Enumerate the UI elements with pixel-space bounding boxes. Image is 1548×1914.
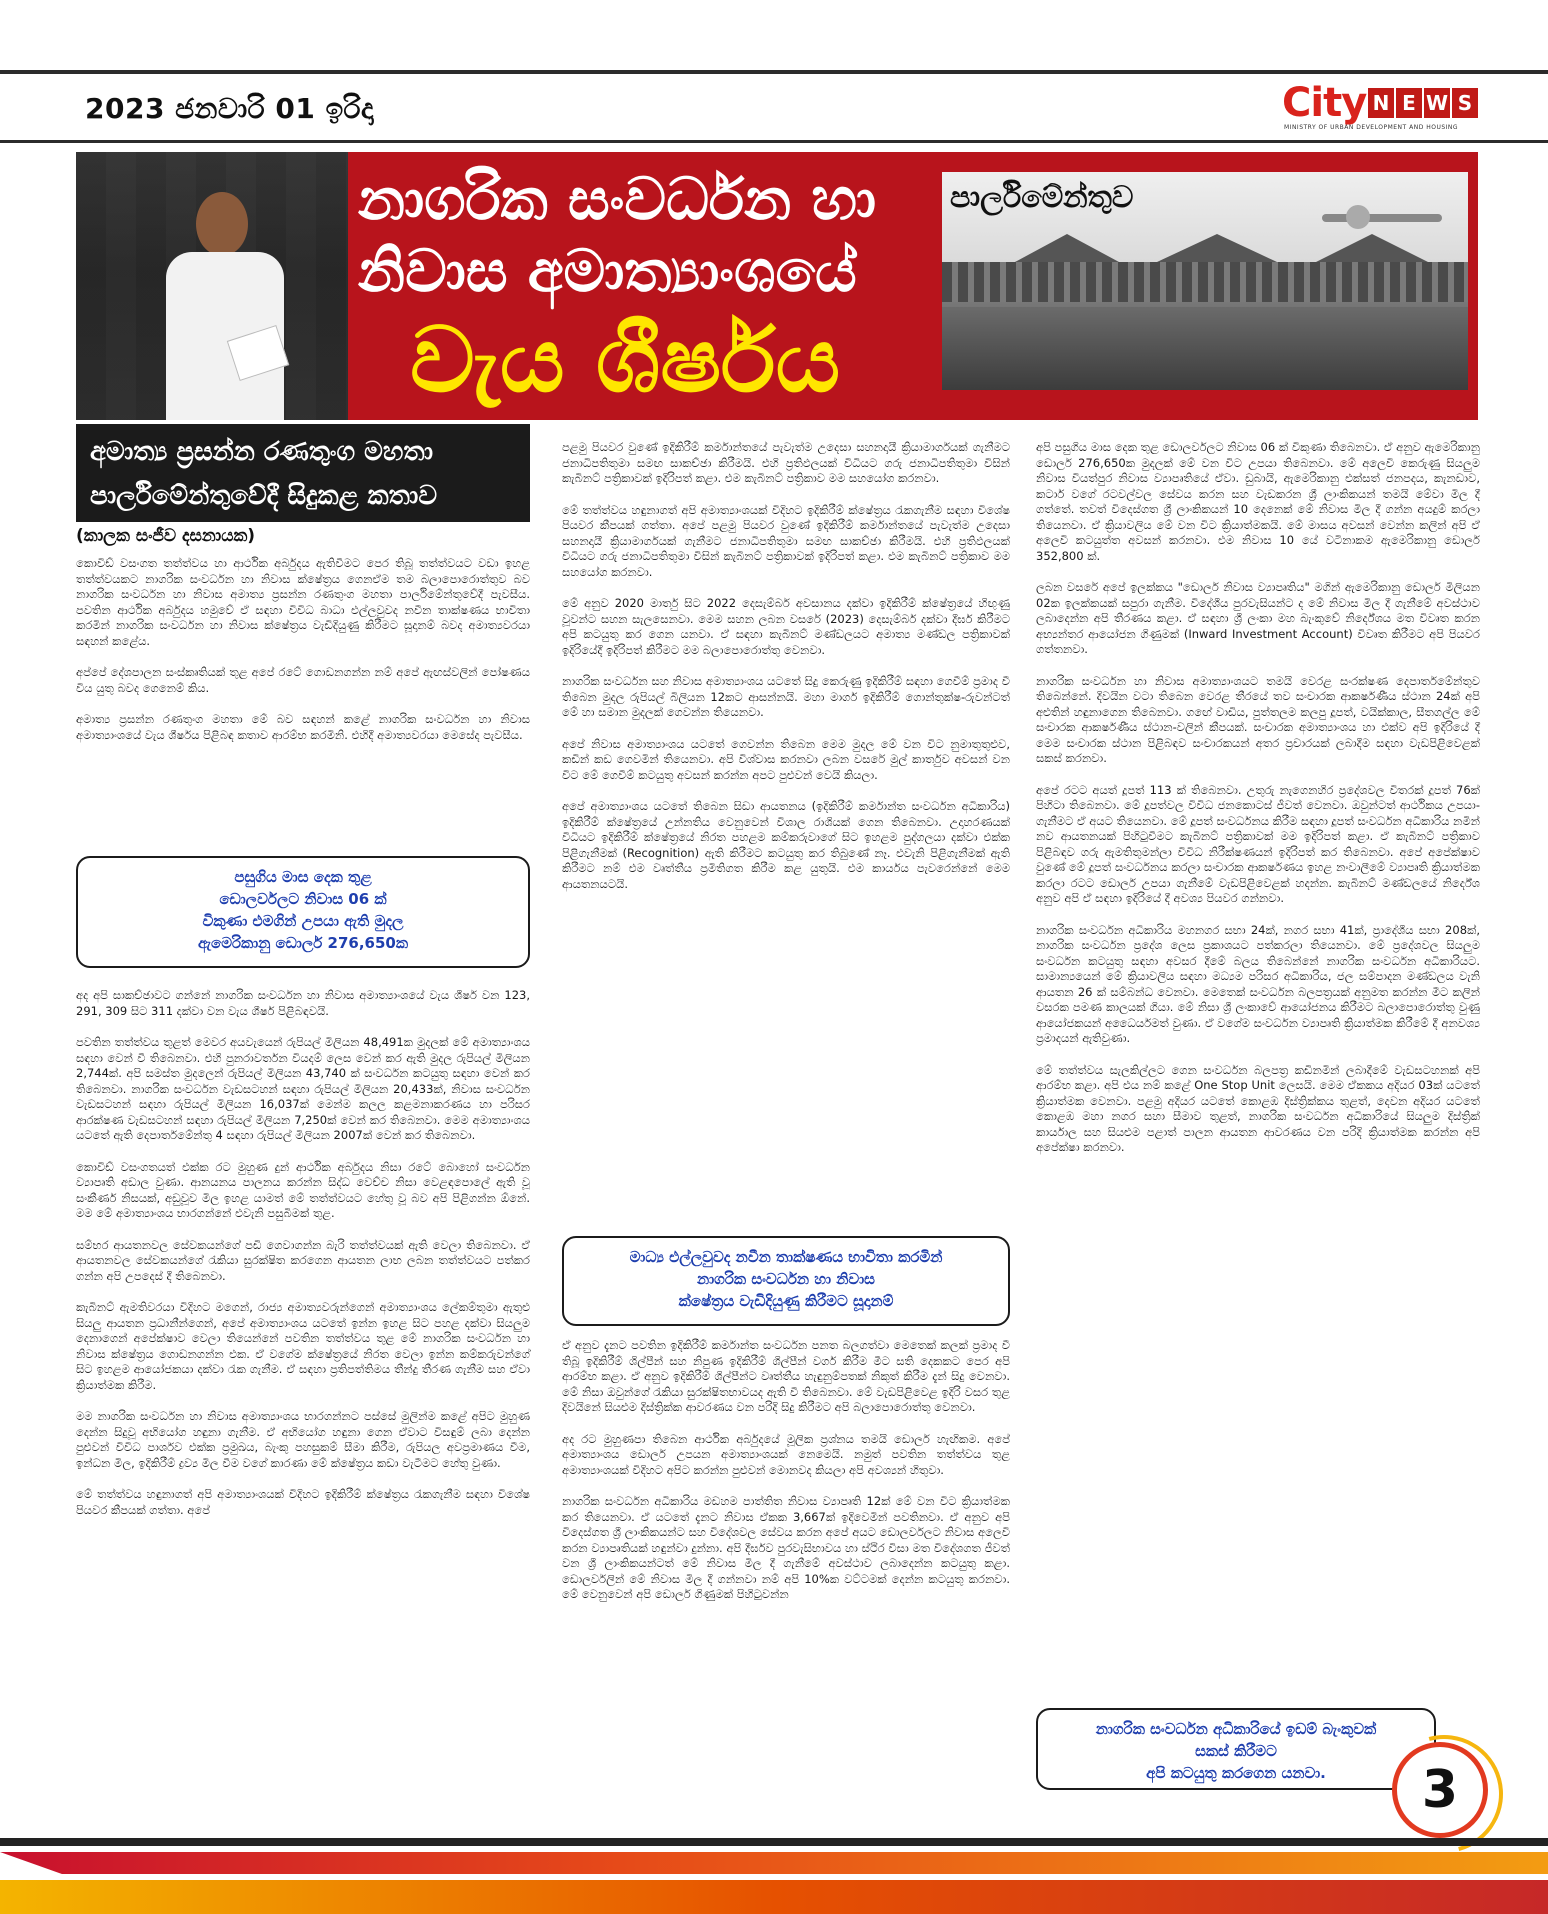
pull-quote-line: අපි කටයුතු කරගෙන යනවා. bbox=[1146, 1764, 1326, 1782]
paragraph: මේ තත්ත්වය සැලකිල්ලට ගෙන සංවර්ධන බලපත්‍ර කඩිනමින් ලබාදීමේ වැඩසටහනක් අපි ආරම්භ කළා. අපි එය නම් කළේ One Stop Unit ලෙසයි. මෙම ඒකකය අදියර 03ක් යටතේ ක්‍රියාත්මක වෙනවා. පළමු අදියර යටතේ කොළඹ දිස්ත්‍රික්කය තුළත්, දෙවන අදියර යටතේ කොළඹ මහා නගර සහා සීමාව තුළත්, නාගරික සංවර්ධන අධිකාරියේ සියලුම දිස්ත්‍රික් කාර්යාල සහ සියළුම පළාත් පාලන ආයතන ආවරණය වන පරිදි ක්‍රියාත්මක කරන්න අපි අපේක්ෂා කරනවා. bbox=[1036, 1062, 1480, 1154]
minister-figure bbox=[166, 192, 286, 420]
paragraph: ලබන වසරේ අපේ ඉලක්කය "ඩොලර් නිවාස ව්‍යාපෘතිය" මගින් ඇමෙරිකානු ඩොලර් මිලියන 02ක ඉලක්කයක් සපුරා ගැනීම. විදේශීය පුරවැසියන්ට ද මේ නිවාස මිල දී ගැනීමේ අවස්ථාව ලබාදෙන්න අපි තීරණය කළා. ඒ සඳහා ශ්‍රී ලංකා මහ බැංකුවේ නිර්දේශය මත විවෘත කරන අභ්‍යන්තර ආයෝජන ගිණුමක් (Inward Investment Account) විවෘත කිරීමට අපි පියවර ගත්තනවා. bbox=[1036, 580, 1480, 656]
paragraph: අපේ නිවාස අමාත්‍යාංශය යටතේ ගෙවන්න තිබෙන මෙම මුදල මේ වන විට නුමාතුතුළුව, කඩින් කඩ ගෙවමින් තියෙනවා. අපි විශ්වාස කරනවා ලබන වසරේ මුල් කාර්තුව අවසන් වන විට මේ ගෙවීම් කටයුතු අවසන් කරන්න අපට පුළුවන් වෙයි කියලා. bbox=[562, 736, 1010, 782]
pull-quote-line: නාගරික සංවර්ධන හා නිවාස bbox=[697, 1270, 875, 1288]
headline-line-1: නාගරික සංවර්ධන හා bbox=[358, 165, 877, 233]
article-column-3 bbox=[1036, 440, 1480, 1172]
article-column-1 bbox=[76, 556, 530, 759]
pull-quote-line: පසුගිය මාස දෙක තුළ bbox=[234, 868, 372, 886]
paragraph: පවතින තත්ත්වය තුළත් මෙවර අයවැයෙන් රුපියල් මිලියන 48,491ක මුදලක් මේ අමාත්‍යාංශය සඳහා වෙන් වී තිබෙනවා. එහි පුනරාවර්තන වියදම් ලෙස වෙන් කර ඇති මුදල රුපියල් මිලියන 2,744ක්. අපි සමස්ත මුදලෙන් රුපියල් මිලියන 43,740 ක් සංවර්ධන කටයුතු සඳහා වෙන් කර තිබෙනවා. නාගරික සංවර්ධන වැඩසටහන් සඳහා රුපියල් මිලියන 20,433ක්, නිවාස සංවර්ධන වැඩසටහන් සඳහා රුපියල් මිලියන 16,037ක් මෙන්ම කලල කළමනාකරණය හා පරිසර ආරක්ෂණ වැඩසටහන් සඳහා රුපියල් මිලියන 7,250ක් වෙන් කර තිබෙනවා. මෙම අමාත්‍යාංශය යටතේ ඇති දෙපාර්තමේන්තු 4 සඳහා රුපියල් මිලියන 2007ක් වෙන් කර තිබෙනවා. bbox=[76, 1035, 530, 1142]
pull-quote-line: ඇමෙරිකානු ඩොලර් 276,650ක bbox=[197, 934, 409, 952]
logo-news-blocks bbox=[1368, 88, 1478, 118]
pull-quote-line: විකුණා එමගින් උපයා ඇති මුදල bbox=[202, 912, 404, 930]
paragraph: නාගරික සංවර්ධන අධිකාරිය මහනගර සභා 24ක්, නගර සභා 41ක්, ප්‍රාදේශීය සභා 208ක්, නාගරික සංවර්ධන ප්‍රදේශ ලෙස ප්‍රකාශයට පත්කරලා තියෙනවා. මේ ප්‍රදේශවල සියලුම සංවර්ධන කටයුතු සඳහා අවසර දීමේ බලය තිබෙන්නේ නාගරික සංවර්ධන අධිකාරියට. සාමාන්‍යයෙන් මේ ක්‍රියාවලිය සඳහා මධ්‍යම පරිසර අධිකාරිය, ජල සම්පාදන මණ්ඩලය වැනි ආයතන 26 ක් සම්බන්ධ වෙනවා. මෙතෙක් සංවර්ධන බලපත්‍රයක් අනුමත කරන්න මීට කලින් වසරක පමණ කාලයක් ගියා. මේ නිසා ශ්‍රී ලංකාවේ ආයෝජනය කිරීමට බලාපොරොත්තු වුණු ආයෝජකයන් අධෛර්යමත් වුණා. ඒ වගේම සංවර්ධන ව්‍යාපෘති ක්‍රියාත්මක කිරීමේ දී අනවශ්‍ය ප්‍රමාදයන් ඇතිවුණා. bbox=[1036, 922, 1480, 1045]
article-column-1b bbox=[76, 988, 530, 1534]
paragraph: අපි පසුගිය මාස දෙක තුළ ඩොලර්වලට නිවාස 06 ක් විකුණා තිබෙනවා. ඒ අනුව ඇමෙරිකානු ඩොලර් 276,650ක මුදලක් මේ වන විට උපයා තිබෙනවා. මේ අලෙවි කෙරුණු සියලුම නිවාස වියත්පුර නිවාස ව්‍යාපෘතියේ ඒවා. ඩුබායි, ඇමෙරිකානු එක්සත් ජනපදය, කැනඩාව, කටාර් වගේ රටවල්වල සේවය කරන සහ වැඩකරන ශ්‍රී ලාංකිකයන් තමයි මේවා මිල දී ගත්තේ. තවත් විදෙස්ගත ශ්‍රී ලාංකිකයන් 10 දෙනෙක් මේ නිවාස මිල දී ගන්න අයදුම් කරලා තියෙනවා. ඒ ක්‍රියාවලිය මේ වන විට ක්‍රියාත්මකයි. මේ මාසය අවසන් වෙන්න කලින් අපි ඒ අලෙවි කටයුත්ත අවසන් කරනවා. එම නිවාස 10 යේ වටිනාකම ඇමෙරිකානු ඩොලර් 352,800 ක්. bbox=[1036, 440, 1480, 563]
paragraph: අද අපි සාකච්ඡාවට ගන්නේ නාගරික සංවර්ධන හා නිවාස අමාත්‍යාංශයේ වැය ශීර්ෂ වන 123, 291, 309 සිට 311 දක්වා වන වැය ශීර්ෂ පිළිබඳවයි. bbox=[76, 988, 530, 1018]
paragraph: මේ තත්ත්වය හඳුනාගත් අපි අමාත්‍යාංශයක් විදිහට ඉදිකිරීම් ක්ෂේත්‍රය රැකගැනීම සඳහා විශේෂ පියවර කීපයක් ගත්තා. අපේ පළමු පියවර වුණේ ඉදිකිරීම් කර්මාන්තයේ පැවැත්ම උදෙසා සහනදායී ක්‍රියාමාර්ගයක් ගැනීමට ජනාධිපතිතුමා සමඟ සාකච්ඡා කිරීමයි. එහි ප්‍රතිඵලයක් විධියට ගරු ජනාධිපතිතුමා විසින් කැබිනට් පත්‍රිකාවක් ඉදිරිපත් කළා. එම කැබිනට් පත්‍රිකාව මම සහයෝග කරනවා. bbox=[562, 502, 1010, 579]
paragraph: කොවිඩ් වසංගත තත්ත්වය හා ආර්ථික අර්බුදය ඇතිවීමට පෙර තිබූ තත්ත්වයට වඩා ඉහළ තත්ත්වයකට නාගරික සංවර්ධන හා නිවාස ක්ෂේත්‍රය ගෙනඒම තම බලාපොරොත්තුව බව නාගරික සංවර්ධන හා නිවාස අමාත්‍ය ප්‍රසන්න රණතුංග මහතා පාර්ලිමේන්තුවේදී පැවසීය. පවතින ආර්ථික අර්බුදය හමුවේ ඒ සඳහා විවිධ බාධා එල්ලවුවද නවීන තාක්ෂණය භාවිතා කරමින් නාගරික සංවර්ධන හා නිවාස ක්ෂේත්‍රය වැඩිදියුණු කිරීමට සූදානම් බවද අමාත්‍යවරයා සඳහන් කළේය. bbox=[76, 556, 530, 648]
logo-letter: W bbox=[1424, 88, 1450, 118]
mace-icon bbox=[1322, 214, 1442, 222]
paragraph: මේ තත්ත්වය හඳුනාගත් අපි අමාත්‍යාංශයක් විදිහට ඉදිකිරීම් ක්ෂේත්‍රය රැකගැනීම සඳහා විශේෂ පියවර කීපයක් ගත්තා. අපේ bbox=[76, 1487, 530, 1517]
pull-quote-line: නාගරික සංවර්ධන අධිකාරියේ ඉඩම් බැංකුවක් bbox=[1095, 1720, 1377, 1738]
city-news-logo bbox=[1282, 80, 1492, 130]
pull-quote-dollar-houses bbox=[76, 856, 530, 968]
paragraph: ඒ අනුව දැනට පවතින ඉදිකිරීම් කර්මාන්ත සංවර්ධන පනත බලගත්වා මෙතෙක් කලක් ප්‍රමාද වී තිබූ ඉදිකිරීම් ශිල්පීන් සහ නිපුණ ඉදිකිරීම් ශිල්පීන් වර්ග කිරීම මීට සති දෙකකට පෙර අපි ආරම්භ කළා. ඒ අනුව ඉදිකිරීම් ශිල්පීන්ට වෘත්තීය හැඳුනුම්පතක් නිකුත් කිරීම දැන් සිදු වෙනවා. මේ නිසා ඔවුන්ගේ රැකියා සුරක්ෂිතභාවයද ඇති වී තිබෙනවා. මේ වැඩපිළිවෙළ ඉදිරි වසර තුළ දිවයිනේ සියළුම දිස්ත්‍රික්ක ආවරණය වන පරිදි සිදු කිරීමට අපි බලාපොරොත්තු වෙනවා. bbox=[562, 1338, 1010, 1414]
page-number: 3 bbox=[1421, 1760, 1459, 1820]
parliament-photo bbox=[942, 172, 1468, 390]
paragraph: අමාත්‍ය ප්‍රසන්න රණතුංග මහතා මේ බව සඳහන් කළේ නාගරික සංවර්ධන හා නිවාස අමාත්‍යාංශයේ වැය ශීර්ෂය පිළිබඳ කතාව ආරම්භ කරමිනි. එහිදී අමාත්‍යවරයා මෙසේද පැවසීය. bbox=[76, 712, 530, 742]
headline-highlight: වැය ශීර්ෂය bbox=[410, 307, 841, 413]
parliament-label: පාර්ලිමේන්තුව bbox=[950, 180, 1134, 215]
issue-date: 2023 ජනවාරි 01 ඉරිදා bbox=[85, 92, 374, 125]
logo-letter: S bbox=[1452, 88, 1478, 118]
pull-quote-line: ඩොලර්වලට නිවාස 06 ක් bbox=[219, 890, 387, 908]
logo-tagline: MINISTRY OF URBAN DEVELOPMENT AND HOUSING bbox=[1284, 124, 1459, 131]
paragraph: අද රට මුහුණපා තිබෙන ආර්ථික අර්බුදයේ මූලික ප්‍රශ්නය තමයි ඩොලර් හැඟිකම. අපේ අමාත්‍යාංශය ඩොලර් උපයන අමාත්‍යාංශයක් නෙමෙයි. නමුත් පවතින තත්ත්වය තුළ අමාත්‍යාංශයක් විදිහට අපිට කරන්න පුළුවන් මොනවද කියලා අපි අවශ්‍යන් හිතුවා. bbox=[562, 1431, 1010, 1477]
article-title-line-2: පාර්ලිමේන්තුවේදී සිදුකළ කතාව bbox=[90, 481, 438, 511]
minister-photo bbox=[76, 152, 348, 420]
headline-main bbox=[358, 163, 948, 307]
logo-letter: E bbox=[1396, 88, 1422, 118]
pull-quote-line: ක්ෂේත්‍රය වැඩිදියුණු කිරීමට සූදානම් bbox=[678, 1292, 894, 1310]
logo-city-text: City bbox=[1282, 80, 1367, 126]
paragraph: කැබිනට් ඇමතිවරයා විදිහට මගෙන්, රාජ්‍ය අමාත්‍යවරුන්ගෙන් අමාත්‍යාංශය ලේකම්තුමා ඇතුළු සියලු ආයතන ප්‍රධානීන්ගෙන්, අපේ අමාත්‍යාංශය යටතේ ඉන්න ඉහළ සිට පහළ දක්වා සියලුම දෙනාගෙන් අපේක්ෂාව වෙලා තියෙන්නේ පවතින තත්ත්වය තුළ මේ නාගරික සංවර්ධන හා නිවාස ක්ෂේත්‍රය ගොඩනගන්න එක. ඒ වගේම ක්ෂේත්‍රයේ නිරත වෙලා ඉන්න කම්කරුවන්ගේ සිට ඉහළම ආයෝජකයා දක්වා රැක ගැනීම. ඒ සඳහා ප්‍රතිපත්තිමය තීන්දු තීරණ ගැනීම සහ ඒවා ක්‍රියාත්මක කිරීම. bbox=[76, 1300, 530, 1392]
header-rule bbox=[0, 140, 1548, 143]
top-rule bbox=[0, 70, 1548, 74]
article-title-box bbox=[76, 424, 530, 522]
footer-decoration bbox=[0, 1838, 1548, 1914]
paragraph: මම නාගරික සංවර්ධන හා නිවාස අමාත්‍යාංශය භාරගන්නට පස්සේ මුලින්ම කළේ අපිට මුහුණ දෙන්න සිදුවූ අභියෝග හඳුනා ගැනීම. ඒ අභියෝග හඳුනා ගෙන ඒවාට විසඳුම් ලබා දෙන්න පුළුවන් විවිධ පාර්ශව එක්ක ප්‍රමුඛය, බැංකු පහසුකම් සීමා කිරීම, රුපියල අවප්‍රමාණය වීම, ඉන්ධන මිල, ඉදිකිරීම් ද්‍රව්‍ය මිල වීම වගේ කාරණා මේ ක්ෂේත්‍රය කඩා වැටීමට හේතු වුණා. bbox=[76, 1409, 530, 1470]
paragraph: නාගරික සංවර්ධන හා නිවාස අමාත්‍යාංශයට තමයි වෙරළ සංරක්ෂණ දෙපාර්තමේන්තුව තිබෙන්නේ. දිවයින වටා තිබෙන වෙරළ තීරයේ තව සංචාරක ආකර්ෂණීය ස්ථාන 24ක් අපි අළුතින් හඳුනාගෙන තිබෙනවා. ගඟේ වාඩිය, පුත්තලම කලපු දූපත්, වයික්කාල, සීතගල්ල මේ සංචාරක ආකර්ෂණීය ස්ථාන-වලින් කීපයක්. සංචාරක අමාත්‍යාංශය හා එක්ව අපි ඉදිරියේ දී මෙම සංචාරක ස්ථාන පිළිබඳව සංචාරකයන් අතර ප්‍රචාරයක් ලබාදීම සඳහා වැඩපිළිවෙළක් සකස් කරනවා. bbox=[1036, 673, 1480, 765]
paragraph: මේ අනුව 2020 මාර්තු සිට 2022 දෙසැම්බර් අවසානය දක්වා ඉදිකිරීම් ක්ෂේත්‍රයේ හිඟුණු වූවන්ට සහන සැලසෙනවා. මෙම සහන ලබන වසරේ (2023) දෙසැම්බර් දක්වා දීර්ඝ කිරීමට අපි කටයුතු කර ගෙන යනවා. ඒ සඳහා කැබිනට් මණ්ඩලයට අමාත්‍ය මණ්ඩල පත්‍රිකාවක් ඉදිරියේදී ඉදිරිපත් කිරීමට මම බලාපොරොත්තු වෙනවා. bbox=[562, 596, 1010, 657]
article-column-2 bbox=[562, 440, 1010, 908]
article-title-line-1: අමාත්‍ය ප්‍රසන්න රණතුංග මහතා bbox=[90, 437, 434, 467]
pull-quote-line: සකස් කිරීමට bbox=[1195, 1742, 1277, 1760]
paragraph: අප්පේ දේශපාලන සංස්කෘතියක් තුළ අපේ රටේ ගොඩනගන්න නම් අපේ ඇඟස්වලින් පෝෂණය විය යුතු බවද ගෙනෙම් කිය. bbox=[76, 665, 530, 695]
headline-line-2: නිවාස අමාත්‍යාංශයේ bbox=[358, 237, 857, 305]
paragraph: නාගරික සංවර්ධන අධිකාරිය මඩහම පාත්තිත නිවාස ව්‍යාපෘති 12ක් මේ වන විට ක්‍රියාත්මක කර තියෙනවා. ඒ යටතේ දැනට නිවාස ඒකක 3,667ක් ඉදිවෙමින් පවතිනවා. ඒ අනුව අපි විදෙස්ගත ශ්‍රී ලාංකිකයන්ට සහ විදේශවල සේවය කරන අපේ අයට ඩොලර්වලට නිවාස අලෙවි කරන ව්‍යාපෘතියක් හඳුන්වා දුන්නා. අපි දීර්ඝව පුරවැසිභාවය හා ස්ථිර විසා මත විදේශගත ජීවත් වන ශ්‍රී ලාංකිකයන්ටත් මේ නිවාස මිල දී ගැනීමේ අවස්ථාව ලබාදෙන්න කටයුතු කළා. ඩොලර්වලින් මේ නිවාස මිල දී ගන්නවා නම් අපි 10%ක වට්ටමක් දෙන්න කටයුතු කරනවා. මේ වෙනුවෙන් අපි ඩොලර් ගිණුමක් පිහිටුවන්න bbox=[562, 1494, 1010, 1601]
paragraph: කොවිඩ් වසංගතයත් එක්ක රට මුහුණ දුන් ආර්ථික අර්බුදය නිසා රටේ බොහෝ සංවර්ධන ව්‍යාපෘති අඩාල වුණා. ආනයනය පාලනය කරන්න සිද්ධ වෙච්ච නිසා වෙළඳපොලේ ඇති වූ සංකීර්ණ නිසයක්, අඩුවූව මිල ඉහළ යාමත් මේ තත්ත්වයට හේතු වූ බව අපි පිළිගන්න ඕනේ. මම මේ අමාත්‍යාංශය භාරගන්නේ එවැනි පසුබිමක් තුළ. bbox=[76, 1159, 530, 1220]
paragraph: අපේ රටට අයත් දූපත් 113 ක් තිබෙනවා. උතුරු නැගෙනහිර ප්‍රදේශවල විතරක් දූපත් 76ක් පිහිටා තිබෙනවා. මේ දූපත්වල විවිධ ජනකොටස් ජීවත් වෙනවා. ඔවුන්ටත් ආර්ථිකය උපයා-ගැනීමට ඒ අයට තියෙනවා. මේ දූපත් සංවර්ධනය කිරීම සඳහා දූපත් සංවර්ධන අධිකාරිය නමින් නව ආයතනයක් පිහිටුවීමට කැබිනට් පත්‍රිකාවක් මම ඉදිරිපත් කළා. ඒ කැබිනට් පත්‍රිකාව පිළිබඳව ගරු ඇමතිතුමන්ලා විවිධ නිරීක්ෂණයන් ඉදිරිපත් කර තිබෙනවා. අපේ අපේක්ෂාව වුණේ මේ දූපත් සංවර්ධනය කරලා සංචාරක ආකර්ෂණය ඉහළ නංවාලීමේ ව්‍යාපෘති ක්‍රියාත්මක කරලා රටට ඩොලර් උපයා ගැනීමේ වැඩපිළිවෙළක් හදන්න. කැබිනට් මණ්ඩලයේ නිර්දේශ අනුව අපි ඒ සඳහා ඉදිරියේ දී අවශ්‍ය පියවර ගන්නවා. bbox=[1036, 782, 1480, 905]
paragraph: අපේ අමාත්‍යාංශය යටතේ තිබෙන සිඩා ආයතනය (ඉදිකිරීම් කර්මාන්ත සංවර්ධන අධිකාරිය) ඉදිකිරීම් ක්ෂේත්‍රයේ උන්නතිය වෙනුවෙන් විශාල රාශියක් ගෙන තිබෙනවා. උදාහරණයක් විධියට ඉදිකිරීම් ක්ෂේත්‍රයේ නිරත පහළම කම්කරුවාගේ සිට ඉහළම පුද්ගලයා දක්වා එක්ක පිළිගැනීමක් (Recognition) ඇති කිරීමට කටයුතු කර තිබුණේ නෑ. එවැනි පිළිගැනීමක් ඇති කිරීමට නම් එම වෘත්තීය ප්‍රමිතිගත කිරීම කළ යුතුයි. එම කාර්යය පැවරෙන්නේ මෙම ආයතනයටයි. bbox=[562, 799, 1010, 891]
paragraph: පළමු පියවර වුණේ ඉදිකිරීම් කර්මාන්තයේ පැවැත්ම උදෙසා සහනදායී ක්‍රියාමාර්ගයක් ගැනීමට ජනාධිපතිතුමා සමඟ සාකච්ඡා කිරීමයි. එහි ප්‍රතිඵලයක් විධියට ගරු ජනාධිපතිතුමා විසින් කැබිනට් පත්‍රිකාවක් ඉදිරිපත් කළා. එම කැබිනට් පත්‍රිකාව මම සහයෝග කරනවා. bbox=[562, 440, 1010, 485]
page-number-badge bbox=[1392, 1742, 1488, 1838]
article-column-2b bbox=[562, 1338, 1010, 1619]
pull-quote-technology bbox=[562, 1236, 1010, 1326]
logo-letter: N bbox=[1368, 88, 1394, 118]
byline: (කාලක සංජීව දසනායක) bbox=[76, 526, 256, 546]
paragraph: සම්භර ආයතනවල සේවකයන්ගේ පඩි ගෙවාගන්න බැරි තත්ත්වයක් ඇති වෙලා තිබෙනවා. ඒ ආයතනවල සේවකයන්ගේ රැකියා සුරක්ෂිත කරගෙන ආයතන ලාභ ලබන තත්ත්වයට පත්කර ගන්න අපි උපදෙස් දී තිබෙනවා. bbox=[76, 1237, 530, 1283]
pull-quote-land-bank bbox=[1036, 1708, 1436, 1790]
paragraph: නාගරික සංවර්ධන සහ නිවාස අමාත්‍යාංශය යටතේ සිදු කෙරුණු ඉදිකිරීම් සඳහා ගෙවීම් ප්‍රමාද වී තිබෙන මුදල රුපියල් බිලියන 12කට ආසන්නයි. මහා මාර්ග ඉදිකිරීම් ගොන්තුක්ෂ-රුවන්ටත් මේ හා සමාන මුදලක් ගෙවන්න තියෙනවා. bbox=[562, 674, 1010, 719]
pull-quote-line: මාධ්‍ය එල්ලවුවද නවීන තාක්ෂණය භාවිතා කරමින් bbox=[629, 1248, 943, 1266]
